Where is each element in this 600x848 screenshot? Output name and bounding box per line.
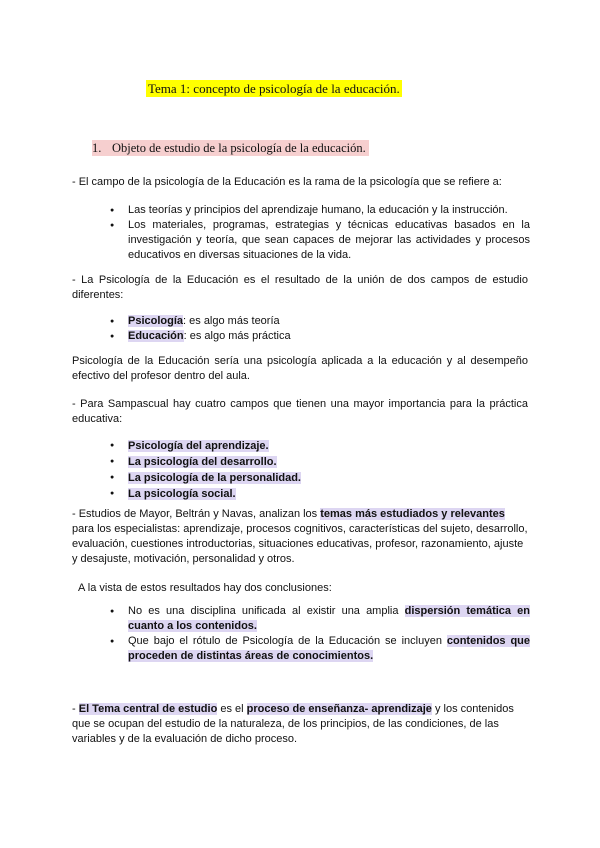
document-title: Tema 1: concepto de psicología de la educación.: [148, 81, 400, 96]
list-item: ● Los materiales, programas, estrategias y técnicas educativas basados en la investigación y teoría, que sean capaces de mejorar las actividades y procesos educativos en diversas situaciones de la vida.: [110, 218, 530, 263]
list-item: ● Psicología del aprendizaje.: [110, 438, 530, 454]
section-heading-1: [92, 140, 369, 156]
bullet-list-1: [110, 203, 530, 263]
list-item: ● No es una disciplina unificada al existir una amplia dispersión temática en cuanto a los contenidos.: [110, 604, 530, 634]
list-item: ● La psicología social.: [110, 486, 530, 502]
section-number: 1.: [92, 141, 102, 155]
section-heading-text: Objeto de estudio de la psicología de la educación.: [112, 141, 366, 155]
term-educacion: Educación: [128, 330, 184, 342]
list-item: ● La psicología de la personalidad.: [110, 470, 530, 486]
list-item: ● Que bajo el rótulo de Psicología de la Educación se incluyen contenidos que proceden de distintas áreas de conocimientos.: [110, 634, 530, 664]
paragraph-6: A la vista de estos resultados hay dos conclusiones:: [78, 582, 332, 594]
paragraph-2: - La Psicología de la Educación es el resultado de la unión de dos campos de estudio diferentes:: [72, 274, 528, 301]
paragraph-5: - Estudios de Mayor, Beltrán y Navas, analizan los temas más estudiados y relevantes para los especialistas: aprendizaje, procesos cognitivos, características del sujeto, desarrollo, evaluación, cuestiones introductorias, situaciones educativas, profesor, razonamiento, ajuste y desajuste, motivación, personalidad y otros.: [72, 508, 528, 565]
bullet-list-4: [110, 604, 530, 664]
list-item: ● Las teorías y principios del aprendizaje humano, la educación y la instrucción.: [110, 203, 530, 218]
bullet-list-3: [110, 438, 530, 502]
paragraph-1: - El campo de la psicología de la Educación es la rama de la psicología que se refiere a:: [72, 176, 502, 188]
paragraph-3: Psicología de la Educación sería una psicología aplicada a la educación y al desempeño efectivo del profesor dentro del aula.: [72, 355, 528, 382]
paragraph-4: - Para Sampascual hay cuatro campos que tienen una mayor importancia para la práctica educativa:: [72, 398, 528, 425]
term-psicologia: Psicología: [128, 315, 184, 327]
list-item: ● Psicología: es algo más teoría: [110, 314, 530, 329]
list-item: ● La psicología del desarrollo.: [110, 454, 530, 470]
bullet-list-2: [110, 314, 530, 344]
paragraph-7: - El Tema central de estudio es el proceso de enseñanza- aprendizaje y los contenidos que se ocupan del estudio de la naturaleza, de los principios, de las condiciones, de las variables y de la evaluación de dicho proceso.: [72, 703, 514, 745]
list-item: ● Educación: es algo más práctica: [110, 329, 530, 344]
